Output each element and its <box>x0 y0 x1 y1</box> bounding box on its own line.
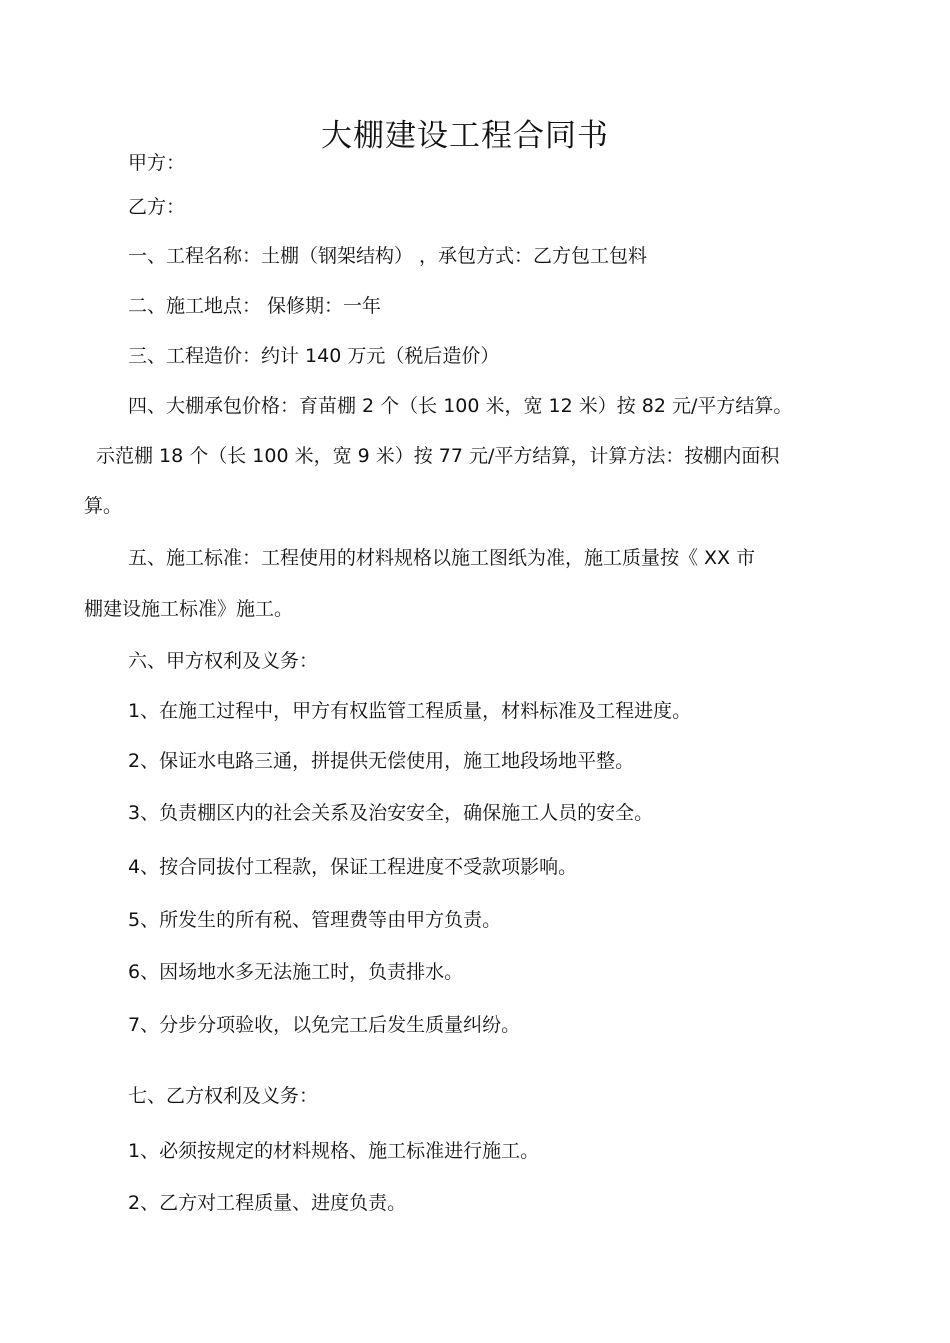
clause-7-item: 1、必须按规定的材料规格、施工标准进行施工。 <box>128 1140 540 1162</box>
document-title: 大棚建设工程合同书 <box>321 117 609 154</box>
clause-6-item: 2、保证水电路三通，拼提供无偿使用，施工地段场地平整。 <box>128 750 635 772</box>
clause-4-line-1: 四、大棚承包价格：育苗棚 2 个（长 100 米，宽 12 米）按 82 元/平方结算。 <box>128 395 793 417</box>
clause-5-line-2: 棚建设施工标准》施工。 <box>84 598 294 620</box>
clause-6-item: 3、负责棚区内的社会关系及治安安全，确保施工人员的安全。 <box>128 802 654 824</box>
clause-6-item: 7、分步分项验收，以免完工后发生质量纠纷。 <box>128 1014 521 1036</box>
clause-5-line-1: 五、施工标准：工程使用的材料规格以施工图纸为准，施工质量按《 XX 市 <box>128 547 756 569</box>
clause-6-item: 5、所发生的所有税、管理费等由甲方负责。 <box>128 909 502 931</box>
clause-1-project-name: 一、工程名称：土棚（钢架结构） ，承包方式：乙方包工包料 <box>128 245 648 267</box>
clause-4-line-3: 算。 <box>84 495 123 517</box>
party-a-line: 甲方： <box>128 152 186 174</box>
clause-7-heading: 七、乙方权利及义务： <box>128 1085 319 1107</box>
clause-6-item: 4、按合同拔付工程款，保证工程进度不受款项影响。 <box>128 856 578 878</box>
clause-3-cost: 三、工程造价：约计 140 万元（税后造价） <box>128 345 500 367</box>
clause-7-item: 2、乙方对工程质量、进度负责。 <box>128 1192 407 1214</box>
clause-6-item: 6、因场地水多无法施工时，负责排水。 <box>128 961 464 983</box>
clause-6-item: 1、在施工过程中，甲方有权监管工程质量，材料标准及工程进度。 <box>128 700 692 722</box>
party-b-line: 乙方： <box>128 196 186 218</box>
clause-2-location: 二、施工地点： 保修期：一年 <box>128 295 382 317</box>
clause-4-line-2: 示范棚 18 个（长 100 米，宽 9 米）按 77 元/平方结算，计算方法：按棚内面积 <box>96 445 780 467</box>
clause-6-heading: 六、甲方权利及义务： <box>128 650 319 672</box>
